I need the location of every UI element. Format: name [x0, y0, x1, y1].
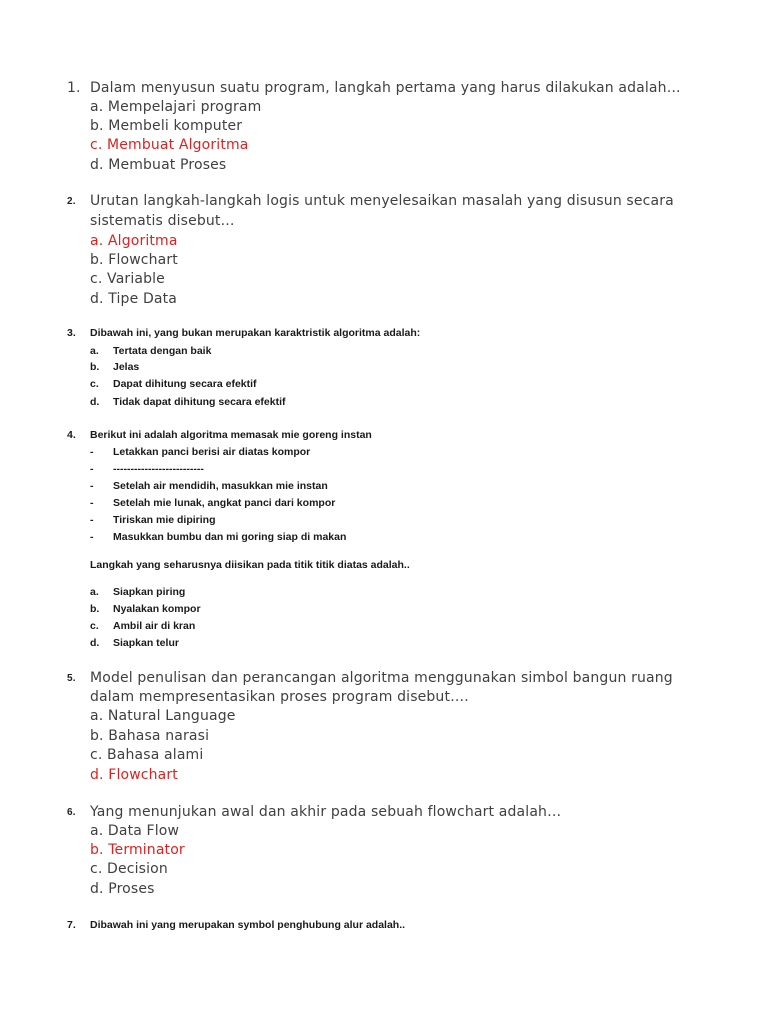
step-6: Masukkan bumbu dan mi goring siap di makan — [113, 531, 347, 543]
question-number: 3. — [67, 327, 76, 339]
option-d: d. Membuat Proses — [90, 157, 227, 173]
option-a: Siapkan piring — [113, 586, 186, 598]
option-d: Tidak dapat dihitung secara efektif — [113, 396, 286, 408]
option-a: a. Data Flow — [90, 823, 180, 839]
question-prompt: Langkah yang seharusnya diisikan pada titik titik diatas adalah.. — [90, 559, 410, 571]
option-b: Jelas — [113, 361, 140, 373]
option-a: a. Mempelajari program — [90, 99, 262, 115]
step-3: Setelah air mendidih, masukkan mie instan — [113, 480, 328, 492]
step-4: Setelah mie lunak, angkat panci dari kompor — [113, 497, 336, 509]
step-marker: - — [90, 497, 94, 509]
option-marker: b. — [90, 361, 100, 373]
step-2-blank: -------------------------- — [113, 463, 204, 475]
option-b: b. Bahasa narasi — [90, 728, 210, 744]
step-marker: - — [90, 514, 94, 526]
option-d: Siapkan telur — [113, 637, 179, 649]
option-c: Ambil air di kran — [113, 620, 196, 632]
question-text-line-2: sistematis disebut… — [90, 213, 235, 229]
option-marker: c. — [90, 378, 99, 390]
option-d-answer: d. Flowchart — [90, 767, 178, 783]
option-a: a. Natural Language — [90, 708, 236, 724]
option-d: d. Proses — [90, 881, 155, 897]
question-text-line-1: Model penulisan dan perancangan algoritma menggunakan simbol bangun ruang — [90, 670, 673, 686]
option-marker: d. — [90, 396, 100, 408]
question-text: Dalam menyusun suatu program, langkah pertama yang harus dilakukan adalah… — [90, 80, 681, 96]
option-marker: b. — [90, 603, 100, 615]
option-d: d. Tipe Data — [90, 291, 177, 307]
option-c: c. Bahasa alami — [90, 747, 204, 763]
option-marker: d. — [90, 637, 100, 649]
question-number: 1. — [67, 80, 81, 96]
step-marker: - — [90, 446, 94, 458]
option-c-answer: c. Membuat Algoritma — [90, 137, 249, 153]
option-b: b. Flowchart — [90, 252, 178, 268]
question-number: 7. — [67, 919, 76, 931]
option-a-answer: a. Algoritma — [90, 233, 178, 249]
question-number: 4. — [67, 429, 76, 441]
step-marker: - — [90, 480, 94, 492]
question-text: Dibawah ini, yang bukan merupakan karaktristik algoritma adalah: — [90, 327, 421, 339]
option-marker: a. — [90, 586, 99, 598]
question-number: 6. — [67, 807, 76, 818]
step-5: Tiriskan mie dipiring — [113, 514, 216, 526]
question-number: 5. — [67, 673, 76, 684]
question-text-line-2: dalam mempresentasikan proses program disebut…. — [90, 689, 469, 705]
question-text: Yang menunjukan awal dan akhir pada sebuah flowchart adalah… — [90, 804, 562, 820]
question-text: Berikut ini adalah algoritma memasak mie goreng instan — [90, 429, 372, 441]
option-c: c. Decision — [90, 861, 168, 877]
step-1: Letakkan panci berisi air diatas kompor — [113, 446, 311, 458]
step-marker: - — [90, 531, 94, 543]
option-b: b. Membeli komputer — [90, 118, 243, 134]
option-c: Dapat dihitung secara efektif — [113, 378, 257, 390]
question-text: Dibawah ini yang merupakan symbol penghubung alur adalah.. — [90, 919, 406, 931]
option-c: c. Variable — [90, 271, 165, 287]
option-marker: a. — [90, 345, 99, 357]
option-b: Nyalakan kompor — [113, 603, 201, 615]
question-text-line-1: Urutan langkah-langkah logis untuk menyelesaikan masalah yang disusun secara — [90, 193, 674, 209]
option-a: Tertata dengan baik — [113, 345, 212, 357]
option-b-answer: b. Terminator — [90, 842, 185, 858]
option-marker: c. — [90, 620, 99, 632]
question-number: 2. — [67, 196, 76, 207]
step-marker: - — [90, 463, 94, 475]
